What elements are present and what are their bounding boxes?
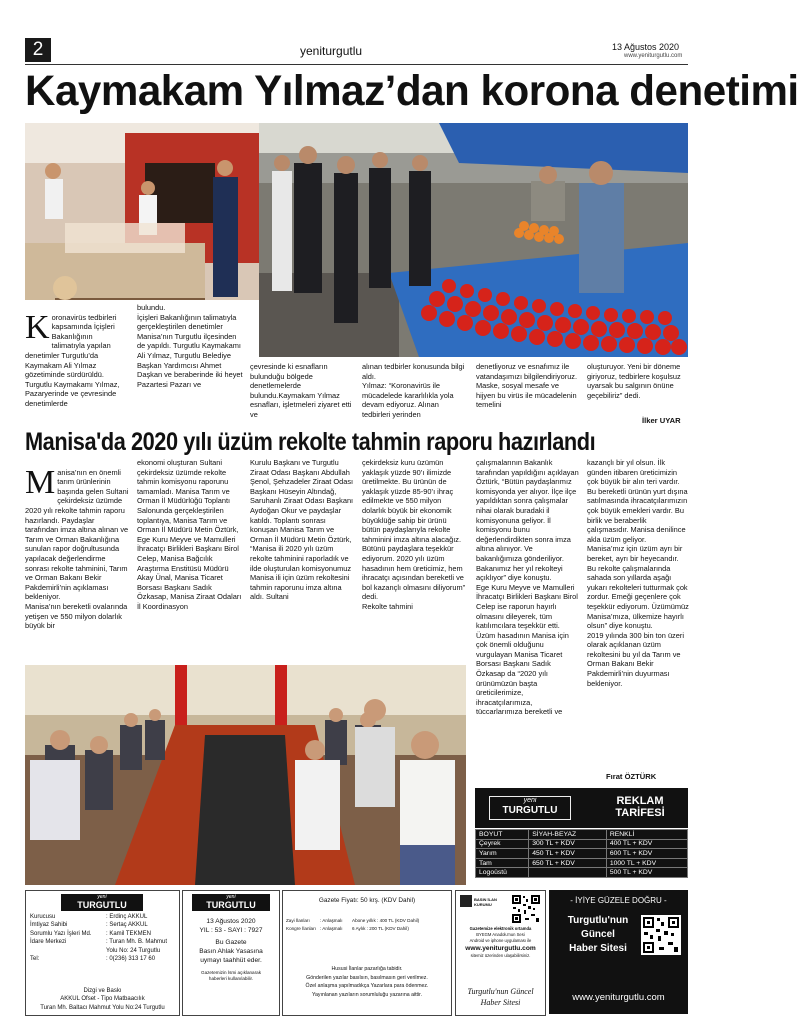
article1-col3: çevresinde ki esnafların bulunduğu bölgede denetlemelerde bulundu.Kaymakam Yılmaz esnafları, işletmeleri ziyaret etti ve <box>250 362 352 419</box>
photo-bakery-graphic <box>25 123 259 300</box>
ad-rates-title <box>605 795 675 819</box>
bik-website: www.yeniturgutlu.com <box>465 945 536 952</box>
pricing-row-mid: : Anlaşmalı <box>320 918 343 923</box>
article2-byline: Fırat ÖZTÜRK <box>606 772 657 781</box>
article2-col2: ekonomi oluşturan Sultani çekirdeksiz üzümde rekolte tahmin komisyonu raporunu tamamladı. Manisa Tarım ve Orman İl Müdürlüğü Toplantı Salonunda gerçekleştirilen toplantıya, Manisa Tarım ve Orman İl Müdürü Metin Öztürk, Ege Kuru Meyve ve Mamulleri İhracatçı Birlikleri Başkanı Birol Celep, Manisa Bağcılık Araştırma Enstitüsü Müdürü Akay Ünal, Manisa Ticaret Borsası Başkanı Sadık Özkasap, Manisa Ziraat Odaları İl Koordinasyon <box>137 458 242 611</box>
photo-bakery-inspection <box>25 123 259 300</box>
issue-date-footer: 13 Ağustos 2020 <box>206 918 256 925</box>
imprint-box <box>25 890 180 1016</box>
headline-manisa-uzum: Manisa'da 2020 yılı üzüm rekolte tahmin raporu hazırlandı <box>25 428 596 456</box>
pricing-note: Yayınlanan yazıların sorumluluğu yazarına aittir. <box>311 991 423 998</box>
ad-rates-table <box>475 829 688 878</box>
imprint-logo-top: yeni <box>97 894 107 900</box>
imprint-logo <box>61 894 143 911</box>
pricing-row-right: 6 Aylık : 200 TL (KDV Dahil) <box>352 926 409 931</box>
pricing-notes <box>283 965 451 999</box>
ad-rates-table-wrap <box>475 829 688 877</box>
ad-rates-cell: Tam <box>476 858 529 868</box>
ad-rates-box <box>475 788 688 828</box>
promo-qr <box>641 915 681 955</box>
imprint-value: : 0(236) 313 17 60 <box>106 956 156 963</box>
imprint-label: Tel: <box>30 956 40 963</box>
paper-name: yeniturgutlu <box>300 44 363 58</box>
imprint-label: Kurucusu <box>30 914 56 920</box>
header-rule <box>25 64 688 65</box>
article1-col6: oluşturuyor. Yeni bir döneme giriyoruz, tedbirlere koşulsuz uyarsak bu salgının önüne geçebiliriz” dedi. <box>587 362 681 400</box>
imprint-label: İmtiyaz Sahibi <box>30 922 68 929</box>
article2-col4: çekirdeksiz kuru üzümün yaklaşık yüzde 90’ı ilimizde üretilmekte. Bu ürünün de yaklaşık yüzde 85-90’ı ihraç edilmekte ve 550 milyon dolarlık büyük bir ekonomik büyüklüğe sahip bir ürünü bütün paydaşlarıyla rekolte tahminini imza altına alacağız. Bütünü paydaşlara teşekkür ediyorum. 2020 yılı üzüm hasadının hem üreticimiz, hem ihracatçı açısından bereketli ve bol kazançlı olmasını diliyorum” dedi. Rekolte tahmini <box>362 458 466 611</box>
article2-col1-text: anisa’nın en önemli tarım ürünlerinin başında gelen Sultani çekirdeksiz üzümde 2020 yılı rekolte tahmin raporu hazırlandı. Paydaşlar tarafından imza altına alınan ve Tarım ve Orman Bakanlığına sunulan rapor doğrultusunda yapılacak değerlendirme sonrası rekolte tahminini, Tarım ve Orman Bakanı Bekir Pakdemirli’nin açıklaması bekleniyor. Manisa’nın bereketli ovalarında yetişen ve 550 milyon dolarlık büyük bir <box>25 467 129 631</box>
ad-rates-cell: Yarım <box>476 849 529 859</box>
imprint-label <box>30 947 110 955</box>
bik-line: Android ve iphone uygulaması ile <box>469 938 532 943</box>
issue-note-2: haberleri kullanılabilir. <box>208 976 254 981</box>
bik-box <box>455 890 546 1016</box>
pricing-note: Hususi İlanlar pazarlığa tabidir. <box>331 966 403 972</box>
imprint-value: : Kamil TEKMEN <box>106 930 151 937</box>
bik-slogan: Turgutlu'nun Güncel Haber Sitesi <box>467 987 534 1007</box>
pricing-box <box>282 890 452 1016</box>
bik-line: BYEGM Anadolu'nun Sesi <box>476 932 525 937</box>
headline-kaymakam: Kaymakam Yılmaz’dan korona denetimi <box>25 67 799 115</box>
ad-rates-col-bw: SİYAH-BEYAZ <box>529 830 607 840</box>
ad-rates-row <box>476 868 688 878</box>
pricing-row-label: Kongre İlanları <box>286 926 316 931</box>
ad-rates-cell: Logoüstü <box>476 868 529 878</box>
bik-qr-icon <box>511 894 541 924</box>
issue-volume: YIL : 53 - SAYI : 7927 <box>199 927 263 934</box>
ad-rates-cell: 600 TL + KDV <box>606 849 687 859</box>
promo-website: www.yeniturgutlu.com <box>572 992 665 1003</box>
imprint-print-info <box>28 987 177 1012</box>
issue-logo <box>192 894 270 911</box>
promo-line: Güncel <box>581 929 615 940</box>
page-number: 2 <box>32 39 44 60</box>
bik-text <box>458 926 543 959</box>
article1-col5: denetliyoruz ve esnafımız ile vatandaşımızı bilgilendiriyoruz. Maske, sosyal mesafe ve hijyen bu virüs ile mücadelenin temelini <box>476 362 578 410</box>
pricing-rows <box>286 917 450 933</box>
article2-col1 <box>25 458 129 666</box>
ad-rates-col-size: BOYUT <box>476 830 529 840</box>
ad-rates-cell <box>529 868 607 878</box>
bik-line: Gazetemize elektronik ortamda <box>469 926 532 931</box>
ad-rates-logo <box>489 796 571 820</box>
ad-rates-title-2: TARİFESİ <box>615 807 665 819</box>
imprint-print-line: Dizgi ve Baskı <box>83 988 122 994</box>
ad-rates-logo-top: yeni <box>523 797 537 804</box>
imprint-value: : Sertaç AKKUL <box>106 922 148 929</box>
issue-logo-bottom: TURGUTLU <box>206 900 256 910</box>
photo-meeting-room <box>25 665 466 885</box>
imprint-label: İdare Merkezi <box>30 939 67 946</box>
imprint-print-line: AKKUL Ofset - Tipo Matbaacılık <box>60 996 145 1003</box>
ad-rates-cell: 400 TL + KDV <box>606 839 687 849</box>
article2-col5: çalışmalarının Bakanlık tarafından yapıldığını açıklayan Öztürk, “Bütün paydaşlarımız komisyonda yer alıyor. İlçe ilçe yapıldıktan sonra çalışmalar nihai olarak buradaki il komisyonuna geliyor. İl komisyonu bunu değerlendirdikten sonra imza altına alınıyor. Ve bakanlığımıza gönderiliyor. Bakanımız her yıl rekolteyi açıklıyor” diye konuştu. Ege Kuru Meyve ve Mamulleri İhracatçı Birlikleri Başkanı Birol Celep ise raporun hayırlı olmasını dileyerek, tüm katılımcılara teşekkür etti. Üzüm hasadının Manisa için çok önemli olduğunu vurgulayan Manisa Ticaret Borsası Başkanı Sadık Özkasap da “2020 yılı ürünümüzün başta üreticilerimize, ihracatçılarımıza, tüccarlarımıza bereketli ve <box>476 458 579 717</box>
pricing-row <box>286 925 450 933</box>
pricing-note: Gönderilen yazılar basılsın, basılmasın geri verilmez. <box>306 974 428 981</box>
article1-col2: bulundu. İçişleri Bakanlığının talimatıyla gerçekleştirilen denetimler Manisa’nın Turgutlu ilçesinden de yapıldı. Turgutlu Kaymakamı Ali Yılmaz, Turgutlu Belediye Başkan Yardımcısı Ahmet Daşkan ve beraberinde iki heyet Pazartesi Pazarı ve <box>137 303 243 389</box>
article1-col1-text: oronavirüs tedbirleri kapsamında İçişleri Bakanlığının talimatıyla yapılan denetimler Turgutlu’da Kaymakam Ali Yılmaz gözetiminde sürdürüldü. Turgutlu Kaymakamı Yılmaz, Pazaryerinde ve çevresinde denetimlerde <box>25 312 120 408</box>
issue-ethics-1: Bu Gazete <box>215 939 247 946</box>
article2-dropcap: M <box>25 463 56 501</box>
imprint-label: Sorumlu Yazı İşleri Md. <box>30 930 92 937</box>
photo-meeting-graphic <box>25 665 466 885</box>
ad-rates-title-1: REKLAM <box>616 795 664 807</box>
imprint-print-line: Turan Mh. Baltacı Mahmut Yolu No:24 Turgutlu <box>40 1004 165 1011</box>
ad-rates-cell: Çeyrek <box>476 839 529 849</box>
issue-date: 13 Ağustos 2020 <box>612 42 680 52</box>
ad-rates-row <box>476 839 688 849</box>
issue-info <box>183 917 279 982</box>
photo-market-inspection <box>259 123 688 357</box>
pricing-row-label: Zayi İlanları <box>286 918 310 923</box>
page-number-box <box>25 38 51 62</box>
ad-rates-header-row <box>476 830 688 840</box>
qr-code-icon <box>511 894 541 924</box>
article2-col3: Kurulu Başkanı ve Turgutlu Ziraat Odası Başkanı Abdullah Şenol, Şehzadeler Ziraat Odası Başkanı Hüseyin Altındağ, Saruhanlı Ziraat Odası Başkanı Aydoğan Okur ve paydaşlar katıldı. Toplantı sonrası konuşan Manisa Tarım ve Orman İl Müdürü Metin Öztürk, “Manisa ili 2020 yılı üzüm rekolte tahminini raporladık ve ilde oluşturulan komisyonumuz Manisa ili için üzüm rekoltesini tahmin raporunu imza altına aldı. Sultani <box>250 458 354 602</box>
promo-box <box>549 890 688 1014</box>
bik-title: BASIN İLAN KURUMU <box>474 897 497 907</box>
issue-logo-top: yeni <box>226 894 236 900</box>
pricing-row <box>286 917 450 925</box>
article2-col6: kazançlı bir yıl olsun. İlk günden itibaren üreticimizin çok büyük bir alın teri vardır. Bu bereketli ürünün yurt dışına satılmasında ihracatçılarımızın çok büyük emekleri vardır. Bu birlik ve beraberlik çalışmasıdır. Manisa denilince akla üzüm geliyor. Manisa’mız için üzüm ayrı bir bereket, ayrı bir heyecandır. Bu rekolte çalışmalarında sahada son yıllarda aşağı yukarı rekolteleri tutturmak çok zordur. Emeği geçenlere çok teşekkür ediyorum. Üzümümüz Manisa’mıza, ülkemize hayırlı olsun” diye konuştu. 2019 yılında 300 bin ton üzeri olarak açıklanan üzüm rekoltesini bu yıl da Tarım ve Orman Bakanı Bekir Pakdemirli’nin duyurması bekleniyor. <box>587 458 689 688</box>
ad-rates-cell: 650 TL + KDV <box>529 858 607 868</box>
issue-box <box>182 890 280 1016</box>
ad-rates-cell: 300 TL + KDV <box>529 839 607 849</box>
ad-rates-cell: 1000 TL + KDV <box>606 858 687 868</box>
pricing-row-right: Abone yıllık : 400 TL (KDV Dahil) <box>352 918 420 923</box>
ad-rates-col-color: RENKLİ <box>606 830 687 840</box>
imprint-values <box>106 913 178 963</box>
issue-ethics-2: Basın Ahlak Yasasına <box>199 948 263 955</box>
promo-line: Haber Sitesi <box>569 943 627 954</box>
pricing-row-mid: : Anlaşmalı <box>320 926 343 931</box>
article1-col4: alınan tedbirler konusunda bilgi aldı. Yılmaz: “Koronavirüs ile mücadelede kararlılıkla yola devam ediyoruz. Alınan tedbirleri yerinden <box>362 362 465 419</box>
issue-note-1: Gazetemizin İsmi açıklanarak <box>201 970 261 975</box>
ad-rates-row <box>476 849 688 859</box>
imprint-labels <box>30 913 110 963</box>
imprint-value: : Erdinç AKKUL <box>106 914 148 920</box>
photo-market-graphic <box>259 123 688 357</box>
promo-title <box>561 914 635 956</box>
promo-tagline: - İYİYE GÜZELE DOĞRU - <box>570 896 667 905</box>
article1-col1 <box>25 303 125 427</box>
ad-rates-cell: 500 TL + KDV <box>606 868 687 878</box>
ad-rates-row <box>476 858 688 868</box>
bik-line: sitemiz üzerinden ulaşabilirsiniz. <box>470 953 531 958</box>
article1-byline: İlker UYAR <box>642 416 681 425</box>
imprint-logo-bottom: TURGUTLU <box>77 900 127 910</box>
pricing-title: Gazete Fiyatı: 50 krş. (KDV Dahil) <box>318 897 416 904</box>
issue-ethics-3: uymayı taahhüt eder. <box>200 957 262 964</box>
ad-rates-logo-bottom: TURGUTLU <box>502 805 558 816</box>
bik-logo-icon <box>460 895 472 907</box>
promo-line: Turgutlu'nun <box>567 915 629 926</box>
qr-code-icon <box>641 915 681 955</box>
pricing-note: Özel anlaşma yapılmadıkça Yazarlara para ödenmez. <box>305 983 429 989</box>
imprint-value: Yolu No: 24 Turgutlu <box>106 947 161 954</box>
imprint-value: : Turan Mh. B. Mahmut <box>106 939 168 946</box>
header-website: www.yeniturgutlu.com <box>624 53 683 59</box>
ad-rates-cell: 450 TL + KDV <box>529 849 607 859</box>
article1-dropcap: K <box>25 308 50 346</box>
